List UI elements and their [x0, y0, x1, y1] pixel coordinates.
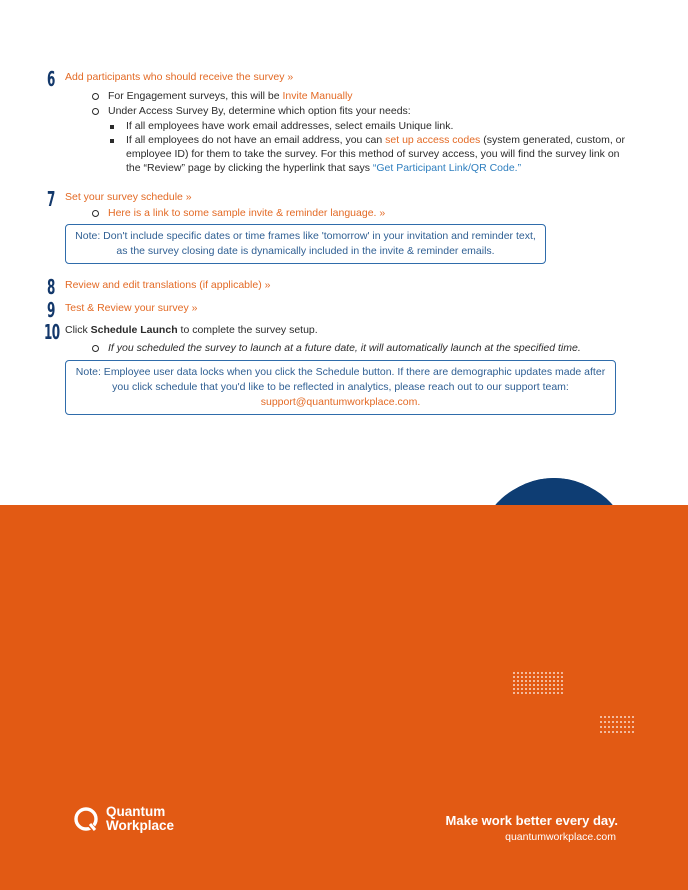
- dot-pattern: [599, 715, 637, 737]
- quantum-logo-icon: [72, 805, 100, 833]
- note-box: Note: Don't include specific dates or time frames like 'tomorrow' in your invitation and reminder text, as the survey closing date is dynamically included in the invite & reminder emails.: [65, 224, 546, 264]
- step-9-link[interactable]: Test & Review your survey »: [65, 302, 198, 314]
- step-10-text: Click Schedule Launch to complete the survey setup.: [65, 324, 318, 336]
- invite-manually-link[interactable]: Invite Manually: [282, 90, 353, 102]
- note-box: Note: Employee user data locks when you click the Schedule button. If there are demographic updates made after you click schedule that you'd like to be reflected in analytics, please reach out to our support team: support@quantumworkplace.com.: [65, 360, 616, 415]
- dot-pattern: [512, 671, 564, 697]
- list-item: For Engagement surveys, this will be Invite Manually: [92, 89, 632, 104]
- step-number: 8: [47, 275, 55, 299]
- step-number: 6: [47, 67, 55, 91]
- company-logo: [72, 805, 174, 833]
- list-item: Under Access Survey By, determine which option fits your needs:: [92, 104, 632, 119]
- step-number: 10: [44, 320, 60, 344]
- step-6-link[interactable]: Add participants who should receive the survey »: [65, 71, 294, 83]
- tagline: Make work better every day.: [445, 813, 618, 828]
- logo-line-1: Quantum: [106, 804, 166, 819]
- list-item: If all employees do not have an email address, you can set up access codes (system generated, custom, or employee ID) for them to take the survey. For this method of survey access, you will find the survey link on the “Review” page by clicking the hyperlink that says “Get Participant Link/QR Code.”: [92, 133, 632, 175]
- list-item: If you scheduled the survey to launch at a future date, it will automatically launch at the specified time.: [92, 341, 632, 356]
- access-codes-link[interactable]: set up access codes: [385, 134, 481, 146]
- step-7-link[interactable]: Set your survey schedule »: [65, 191, 192, 203]
- support-email-link[interactable]: support@quantumworkplace.com.: [260, 396, 421, 408]
- step-8-link[interactable]: Review and edit translations (if applicable) »: [65, 279, 271, 291]
- sample-language-link[interactable]: Here is a link to some sample invite & reminder language. »: [108, 207, 386, 219]
- participant-link-qr-link[interactable]: “Get Participant Link/QR Code.”: [372, 162, 522, 174]
- logo-line-2: Workplace: [106, 818, 175, 833]
- footer: [0, 505, 688, 890]
- step-number: 9: [47, 298, 55, 322]
- list-item: If all employees have work email addresses, select emails Unique link.: [92, 119, 632, 133]
- step-number: 7: [47, 187, 55, 211]
- website-link[interactable]: quantumworkplace.com: [505, 831, 616, 843]
